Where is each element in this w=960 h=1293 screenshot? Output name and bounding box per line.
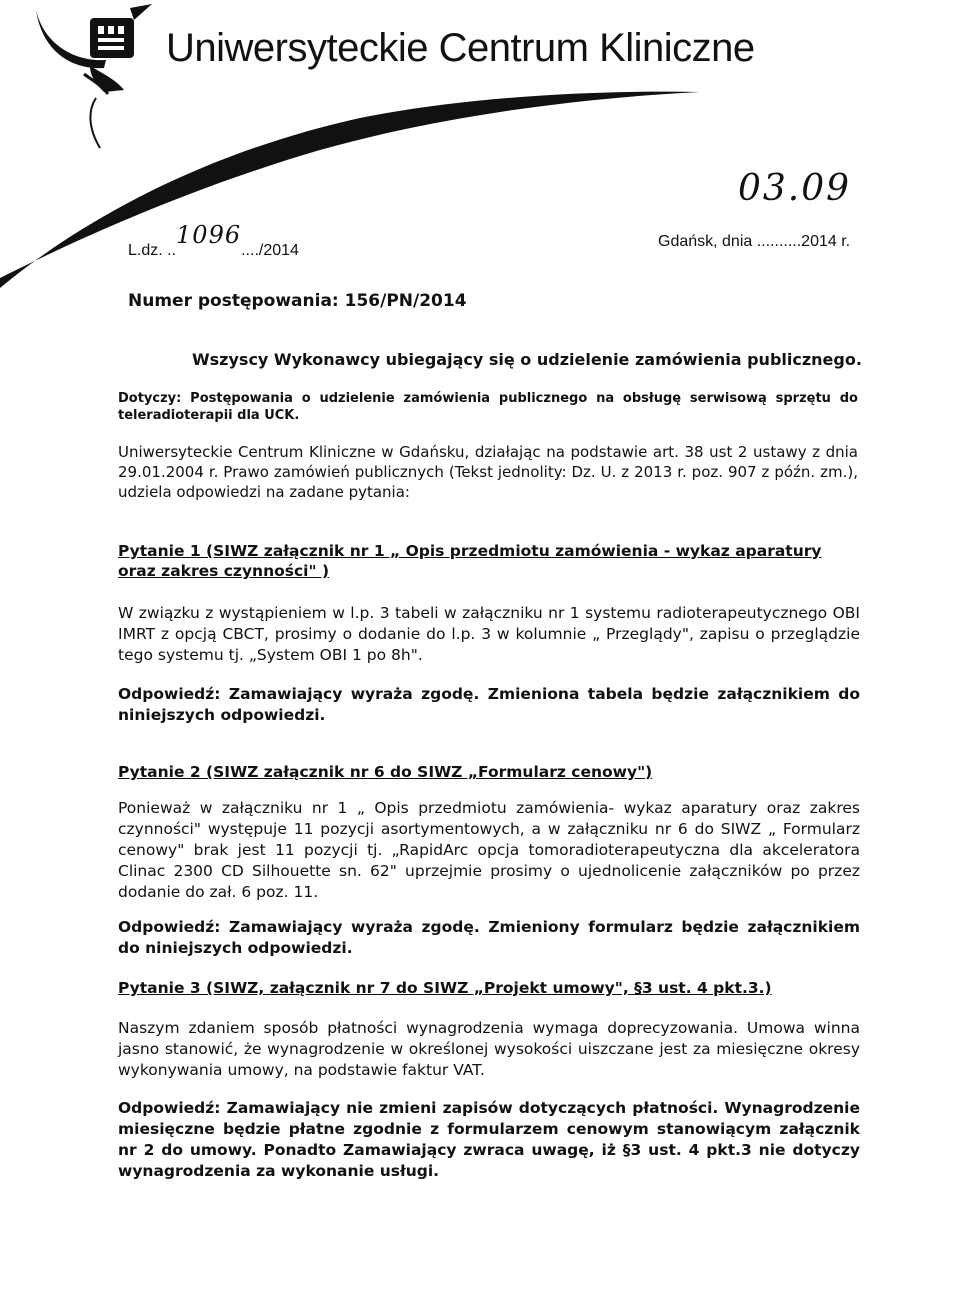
question-3-body: Naszym zdaniem sposób płatności wynagrodzenia wymaga doprecyzowania. Umowa winna jasno stanowić, że wynagrodzenie w określonej wysokości uiszczane jest za miesięczne okresy wykonywania umowy, na podstawie faktur VAT. xyxy=(118,1019,860,1079)
registry-suffix: ..../2014 xyxy=(241,242,299,259)
question-1-answer: Odpowiedź: Zamawiający wyraża zgodę. Zmieniona tabela będzie załącznikiem do niniejszych odpowiedzi. xyxy=(118,685,860,724)
ucK-logo-icon xyxy=(34,4,154,96)
header-swoosh-decoration xyxy=(0,88,700,288)
intro-paragraph: Uniwersyteckie Centrum Kliniczne w Gdańsku, działając na podstawie art. 38 ust 2 ustawy z dnia 29.01.2004 r. Prawo zamówień publicznych (Tekst jednolity: Dz. U. z 2013 r. poz. 907 z późn. zm.), udziela odpowiedzi na zadane pytania: xyxy=(118,443,858,501)
registry-handwritten-number: 1096 xyxy=(176,221,242,249)
question-1-body: W związku z wystąpieniem w l.p. 3 tabeli w załączniku nr 1 systemu radioterapeutycznego OBI IMRT z opcją CBCT, prosimy o dodanie do l.p. 3 w kolumnie „ Przeglądy", zapisu o przeglądzie tego systemu tj. „System OBI 1 po 8h". xyxy=(118,604,860,664)
question-2-body: Ponieważ w załączniku nr 1 „ Opis przedmiotu zamówienia- wykaz aparatury oraz zakres czynności" występuje 11 pozycji asortymentowych, a w załączniku nr 6 do SIWZ „ Formularz cenowy" brak jest 11 pozycji tj. „RapidArc opcja tomoradioterapeutyczna dla akceleratora Clinac 2300 CD Silhouette sn. 62" uprzejmie prosimy o ujednolicenie załączników po przez dodanie do zał. 6 poz. 11. xyxy=(118,799,860,901)
place-and-date: Gdańsk, dnia ..........2014 r. xyxy=(658,233,851,250)
question-3-heading: Pytanie 3 (SIWZ, załącznik nr 7 do SIWZ „Projekt umowy", §3 ust. 4 pkt.3.) xyxy=(118,979,772,997)
question-2-heading: Pytanie 2 (SIWZ załącznik nr 6 do SIWZ „Formularz cenowy") xyxy=(118,763,653,781)
question-2-answer: Odpowiedź: Zamawiający wyraża zgodę. Zmieniony formularz będzie załącznikiem do niniejszych odpowiedzi. xyxy=(118,918,860,957)
registry-number xyxy=(128,221,299,261)
question-3-answer: Odpowiedź: Zamawiający nie zmieni zapisów dotyczących płatności. Wynagrodzenie miesięczne będzie płatne zgodnie z formularzem cenowym stanowiącym załącznik nr 2 do umowy. Ponadto Zamawiający zwraca uwagę, iż §3 ust. 4 pkt.3 nie dotyczy wynagrodzenia za wykonanie usługi. xyxy=(118,1099,860,1180)
handwritten-date: 03.09 xyxy=(738,168,852,209)
registry-prefix: L.dz. .. xyxy=(128,242,177,259)
question-1-heading: Pytanie 1 (SIWZ załącznik nr 1 „ Opis przedmiotu zamówienia - wykaz aparatury oraz zakres czynności" ) xyxy=(118,542,822,580)
subject-line: Dotyczy: Postępowania o udzielenie zamówienia publicznego na obsługę serwisową sprzętu do teleradioterapii dla UCK. xyxy=(118,391,858,423)
organization-name: Uniwersyteckie Centrum Kliniczne xyxy=(166,26,755,70)
case-number: Numer postępowania: 156/PN/2014 xyxy=(128,291,467,311)
addressee: Wszyscy Wykonawcy ubiegający się o udzielenie zamówienia publicznego. xyxy=(192,350,862,369)
